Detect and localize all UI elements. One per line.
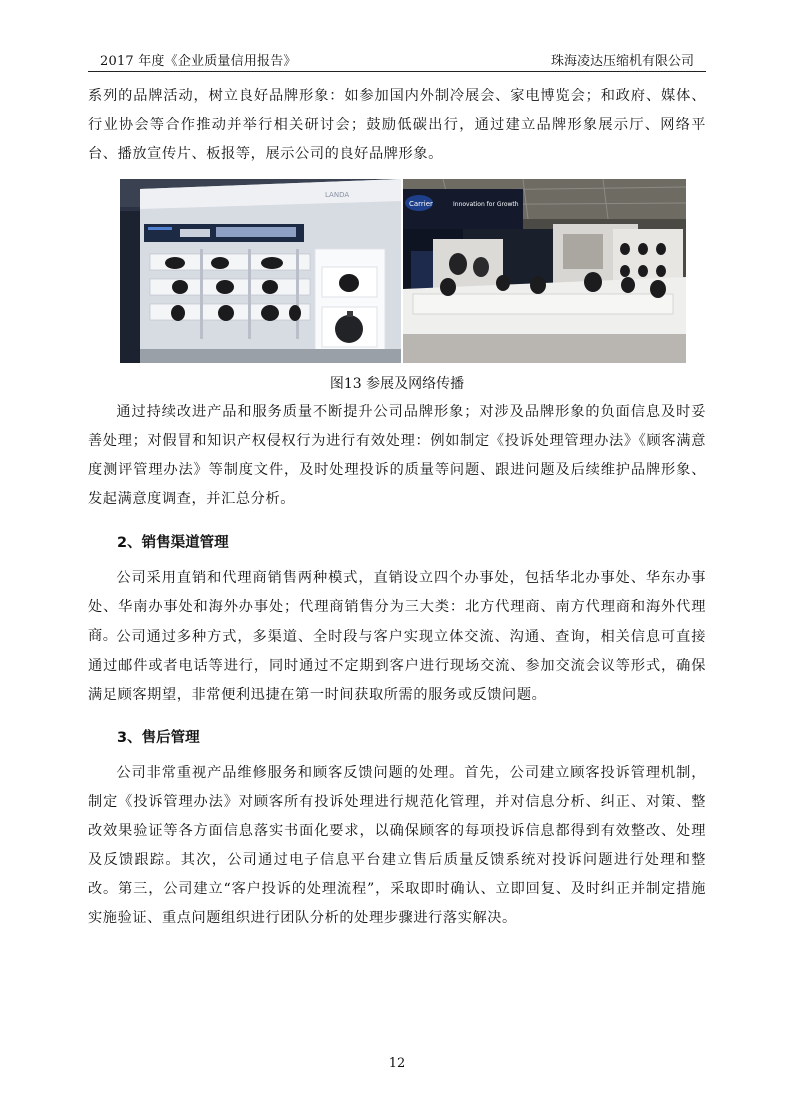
- header-divider: [88, 71, 706, 72]
- svg-text:LANDA: LANDA: [325, 191, 350, 199]
- svg-text:Carrier: Carrier: [409, 200, 433, 208]
- paragraph-sales-communication: 公司通过多种方式，多渠道、全时段与客户实现立体交流、沟通、查询，相关信息可直接通过邮件或者电话等进行，同时通过不定期到客户进行现场交流、参加交流会议等形式，确保满足顾客期望，非常便利迅捷在第一时间获取所需的服务或反馈问题。: [88, 629, 706, 703]
- booth-carrier-logo: [405, 195, 433, 211]
- heading-sales-channel: 2、销售渠道管理: [117, 535, 229, 551]
- paragraph-brand-image: 通过持续改进产品和服务质量不断提升公司品牌形象；对涉及品牌形象的负面信息及时妥善处理；对假冒和知识产权侵权行为进行有效处理：例如制定《投诉处理管理办法》《顾客满意度测评管理办法》等制度文件，及时处理投诉的质量等问题、跟进问题及后续维护品牌形象、发起满意度调查，并汇总分析。: [88, 404, 706, 507]
- page-header-left: 2017 年度《企业质量信用报告》: [100, 54, 297, 69]
- figure-photo-booth-shelves: [120, 179, 401, 363]
- paragraph-intro: 系列的品牌活动，树立良好品牌形象：如参加国内外制冷展会、家电博览会；和政府、媒体、行业协会等合作推动并举行相关研讨会；鼓励低碳出行，通过建立品牌形象展示厅、网络平台、播放宣传片、板报等，展示公司的良好品牌形象。: [88, 88, 706, 162]
- booth-brand-sign: [325, 191, 349, 199]
- figure-photo-carrier-booth: [403, 179, 686, 363]
- page-header-right: 珠海凌达压缩机有限公司: [550, 54, 694, 69]
- svg-text:Innovation for Growth: Innovation for Growth: [453, 201, 519, 208]
- paragraph-sales-modes: 公司采用直销和代理商销售两种模式，直销设立四个办事处，包括华北办事处、华东办事处、华南办事处和海外办事处；代理商销售分为三大类：北方代理商、南方代理商和海外代理商。: [88, 570, 706, 644]
- page-number: 12: [388, 1056, 406, 1071]
- paragraph-after-sales: 公司非常重视产品维修服务和顾客反馈问题的处理。首先，公司建立顾客投诉管理机制，制定《投诉管理办法》对顾客所有投诉处理进行规范化管理，并对信息分析、纠正、对策、整改效果验证等各方面信息落实书面化要求，以确保顾客的每项投诉信息都得到有效整改、处理及反馈跟踪。其次，公司通过电子信息平台建立售后质量反馈系统对投诉问题进行处理和整改。第三，公司建立“客户投诉的处理流程”，采取即时确认、立即回复、及时纠正并制定措施实施验证、重点问题组织进行团队分析的处理步骤进行落实解决。: [88, 765, 706, 926]
- heading-after-sales: 3、售后管理: [117, 730, 200, 746]
- figure-caption: 图13 参展及网络传播: [329, 376, 465, 392]
